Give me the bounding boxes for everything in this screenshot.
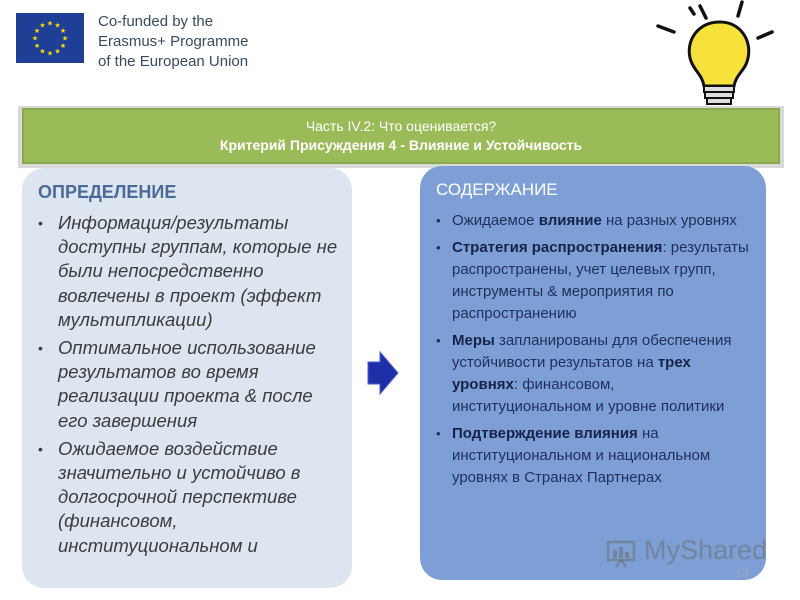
cofunded-line-1: Co-funded by the bbox=[98, 13, 214, 30]
content-item bbox=[436, 210, 758, 232]
bullet-icon: • bbox=[436, 426, 441, 441]
content-item-emphasis: трех уровнях bbox=[452, 354, 691, 393]
cofunded-line-2: Erasmus+ Programme bbox=[98, 33, 249, 50]
eu-star-icon: ★ bbox=[54, 22, 61, 30]
bullet-icon: • bbox=[436, 333, 441, 348]
eu-star-icon: ★ bbox=[46, 50, 54, 58]
definition-panel bbox=[22, 168, 352, 588]
content-item bbox=[436, 330, 758, 418]
definition-item bbox=[38, 437, 342, 558]
eu-star-icon: ★ bbox=[59, 28, 67, 35]
eu-star-icon: ★ bbox=[54, 48, 61, 56]
bullet-icon: • bbox=[38, 340, 43, 357]
eu-star-icon: ★ bbox=[33, 43, 41, 50]
bullet-icon: • bbox=[38, 440, 43, 457]
eu-star-icon: ★ bbox=[59, 43, 67, 50]
eu-flag-icon bbox=[16, 13, 84, 63]
bullet-icon: • bbox=[436, 240, 441, 255]
eu-star-icon: ★ bbox=[39, 22, 46, 30]
content-item-emphasis: влияние bbox=[538, 212, 602, 229]
definition-item bbox=[38, 336, 342, 433]
content-item-emphasis: Меры bbox=[452, 332, 495, 349]
light-bulb-icon bbox=[650, 0, 780, 110]
definition-item-text: Оптимальное использование результатов во время реализации проекта & после его завершения bbox=[58, 337, 316, 431]
definition-list bbox=[22, 211, 352, 558]
content-item-text: Ожидаемое bbox=[452, 212, 539, 229]
content-item-text: на институциональном и национальном уровнях в Странах Партнерах bbox=[452, 425, 711, 486]
definition-item-text: Информация/результаты доступны группам, которые не были непосредственно вовлечены в проект (эффект мультипликации) bbox=[58, 212, 338, 330]
arrow-right-icon bbox=[366, 350, 400, 396]
banner-subtitle: Часть IV.2: Что оценивается? bbox=[305, 118, 497, 134]
definition-item bbox=[38, 211, 342, 332]
cofunded-line-3: of the European Union bbox=[98, 53, 249, 70]
page-number: 13 bbox=[735, 566, 749, 580]
eu-flag-stars bbox=[16, 13, 84, 63]
banner-title: Критерий Присуждения 4 - Влияние и Устойчивость bbox=[219, 137, 583, 153]
content-item-emphasis: Подтверждение влияния bbox=[452, 425, 638, 442]
cofunded-text bbox=[98, 12, 248, 72]
content-heading: СОДЕРЖАНИЕ bbox=[436, 180, 558, 199]
eu-star-icon: ★ bbox=[39, 48, 46, 56]
bullet-icon: • bbox=[38, 215, 43, 231]
content-item-text: на разных уровнях bbox=[601, 212, 737, 229]
content-item-text: : финансовом, институциональном и уровне политики bbox=[452, 376, 725, 415]
content-item bbox=[436, 237, 758, 325]
eu-star-icon: ★ bbox=[33, 28, 41, 35]
content-item-text: : результаты распространены, учет целевых групп, инструменты & мероприятия по распространению bbox=[452, 239, 749, 322]
content-item-text: запланированы для обеспечения устойчивости результатов на bbox=[452, 332, 732, 371]
definition-heading: ОПРЕДЕЛЕНИЕ bbox=[38, 182, 177, 202]
eu-star-icon: ★ bbox=[46, 20, 54, 28]
myshared-logo-icon bbox=[606, 538, 640, 568]
content-panel bbox=[420, 166, 766, 580]
title-banner bbox=[22, 108, 780, 164]
bullet-icon: • bbox=[436, 213, 441, 228]
content-list bbox=[420, 210, 766, 489]
content-item bbox=[436, 423, 758, 489]
definition-item-text: Ожидаемое воздействие значительно и устойчиво в долгосрочной перспективе (финансовом, институциональном и bbox=[58, 437, 301, 556]
eu-star-icon: ★ bbox=[31, 35, 39, 43]
content-item-emphasis: Стратегия распространения bbox=[452, 239, 663, 256]
eu-star-icon: ★ bbox=[61, 35, 69, 43]
watermark-text: MyShared bbox=[644, 535, 768, 565]
